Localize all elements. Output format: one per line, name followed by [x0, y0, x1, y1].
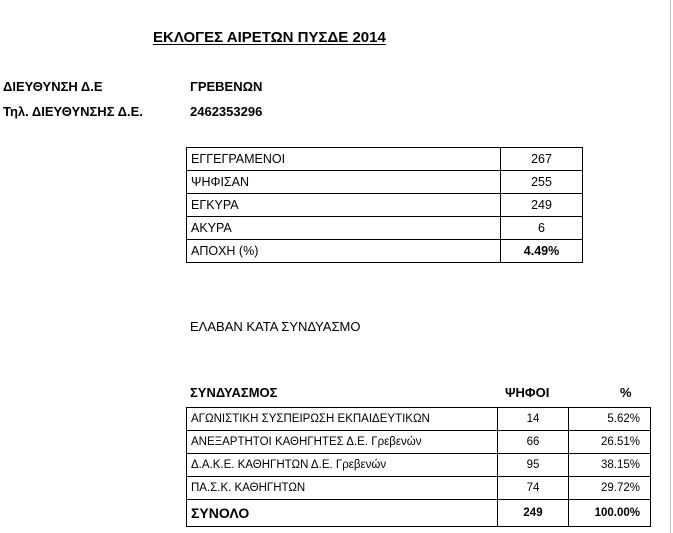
party-votes: 95: [498, 454, 569, 477]
directorate-label: ΔΙΕΥΘΥΝΣΗ Δ.Ε: [3, 79, 103, 94]
results-table: [186, 407, 651, 527]
results-header-name: ΣΥΝΔΥΑΣΜΟΣ: [190, 385, 278, 400]
summary-value: 249: [501, 194, 583, 217]
summary-row-abstention: [187, 240, 583, 263]
phone-value: 2462353296: [190, 104, 263, 119]
summary-label: ΕΓΓΕΓΡΑΜΕΝΟΙ: [187, 148, 501, 171]
table-row: [187, 454, 651, 477]
results-header-votes: ΨΗΦΟΙ: [505, 385, 550, 400]
summary-value: 6: [501, 217, 583, 240]
total-label: ΣΥΝΟΛΟ: [187, 500, 498, 527]
summary-row-registered: [187, 148, 583, 171]
party-name: ΑΓΩΝΙΣΤΙΚΗ ΣΥΣΠΕΙΡΩΣΗ ΕΚΠΑΙΔΕΥΤΙΚΩΝ: [187, 408, 498, 431]
party-votes: 14: [498, 408, 569, 431]
page-edge-line: [670, 0, 671, 533]
table-row: [187, 408, 651, 431]
directorate-value: ΓΡΕΒΕΝΩΝ: [190, 79, 263, 94]
total-votes: 249: [498, 500, 569, 527]
total-row: [187, 500, 651, 527]
summary-row-voted: [187, 171, 583, 194]
summary-table: [186, 147, 583, 263]
party-percent: 38.15%: [569, 454, 651, 477]
table-row: [187, 477, 651, 500]
results-header-pct: %: [620, 385, 632, 400]
party-name: ΠΑ.Σ.Κ. ΚΑΘΗΓΗΤΩΝ: [187, 477, 498, 500]
party-name: Δ.Α.Κ.Ε. ΚΑΘΗΓΗΤΩΝ Δ.Ε. Γρεβενών: [187, 454, 498, 477]
party-percent: 5.62%: [569, 408, 651, 431]
total-percent: 100.00%: [569, 500, 651, 527]
summary-row-valid: [187, 194, 583, 217]
party-percent: 26.51%: [569, 431, 651, 454]
summary-label: ΑΠΟΧΗ (%): [187, 240, 501, 263]
party-votes: 66: [498, 431, 569, 454]
summary-row-invalid: [187, 217, 583, 240]
phone-label: Τηλ. ΔΙΕΥΘΥΝΣΗΣ Δ.Ε.: [3, 104, 143, 119]
summary-label: ΑΚΥΡΑ: [187, 217, 501, 240]
document-title: ΕΚΛΟΓΕΣ ΑΙΡΕΤΩΝ ΠΥΣΔΕ 2014: [153, 29, 386, 46]
party-votes: 74: [498, 477, 569, 500]
summary-value: 4.49%: [501, 240, 583, 263]
summary-value: 255: [501, 171, 583, 194]
table-row: [187, 431, 651, 454]
section-label: ΕΛΑΒΑΝ ΚΑΤΑ ΣΥΝΔΥΑΣΜΟ: [190, 319, 361, 334]
party-name: ΑΝΕΞΑΡΤΗΤΟΙ ΚΑΘΗΓΗΤΕΣ Δ.Ε. Γρεβενών: [187, 431, 498, 454]
summary-label: ΕΓΚΥΡΑ: [187, 194, 501, 217]
summary-value: 267: [501, 148, 583, 171]
party-percent: 29.72%: [569, 477, 651, 500]
summary-label: ΨΗΦΙΣΑΝ: [187, 171, 501, 194]
